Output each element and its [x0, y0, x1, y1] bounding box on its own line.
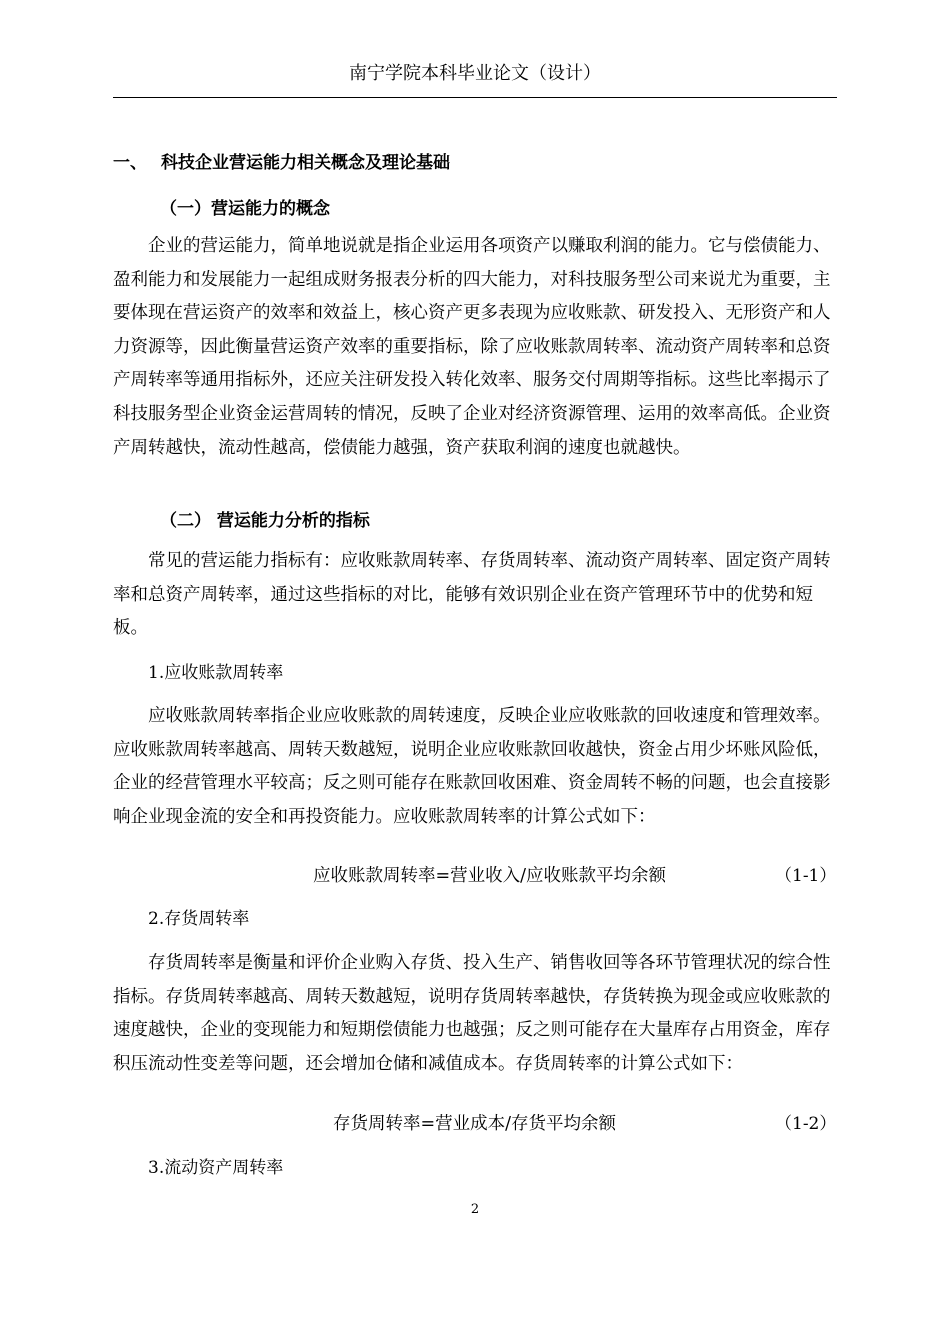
- paragraph-receivables-turnover: 应收账款周转率指企业应收账款的周转速度，反映企业应收账款的回收速度和管理效率。应收账款周转率越高、周转天数越短，说明企业应收账款回收越快，资金占用少坏账风险低，企业的经营管理水平较高；反之则可能存在账款回收困难、资金周转不畅的问题，也会直接影响企业现金流的安全和再投资能力。应收账款周转率的计算公式如下：: [113, 706, 831, 827]
- formula-receivables-turnover: 应收账款周转率=营业收入/应收账款平均余额: [313, 866, 667, 886]
- paragraph-inventory-turnover: 存货周转率是衡量和评价企业购入存货、投入生产、销售收回等各环节管理状况的综合性指标。存货周转率越高、周转天数越短，说明存货周转率越快，存货转换为现金或应收账款的速度越快，企业的变现能力和短期偿债能力也越强；反之则可能存在大量库存占用资金，库存积压流动性变差等问题，还会增加仓储和减值成本。存货周转率的计算公式如下：: [113, 953, 831, 1074]
- page-header-title: 南宁学院本科毕业论文（设计）: [349, 63, 601, 84]
- formula-number-1: （1-1）: [775, 866, 837, 886]
- item-title-inventory-turnover: 2.存货周转率: [148, 909, 250, 929]
- section-number: 一、: [113, 153, 147, 173]
- item-title-receivables-turnover: 1.应收账款周转率: [148, 663, 284, 683]
- formula-inventory-turnover: 存货周转率=营业成本/存货平均余额: [333, 1114, 617, 1134]
- section-heading: [113, 148, 450, 178]
- page-number: 2: [470, 1202, 480, 1217]
- item-title-current-assets-turnover: 3.流动资产周转率: [148, 1158, 284, 1178]
- paragraph-indicators: 常见的营运能力指标有：应收账款周转率、存货周转率、流动资产周转率、固定资产周转率和总资产周转率，通过这些指标的对比，能够有效识别企业在资产管理环节中的优势和短板。: [113, 551, 831, 639]
- paragraph-operating-capacity-concept: 企业的营运能力，简单地说就是指企业运用各项资产以赚取利润的能力。它与偿债能力、盈利能力和发展能力一起组成财务报表分析的四大能力，对科技服务型公司来说尤为重要，主要体现在营运资产的效率和效益上，核心资产更多表现为应收账款、研发投入、无形资产和人力资源等，因此衡量营运资产效率的重要指标，除了应收账款周转率、流动资产周转率和总资产周转率等通用指标外，还应关注研发投入转化效率、服务交付周期等指标。这些比率揭示了科技服务型企业资金运营周转的情况，反映了企业对经济资源管理、运用的效率高低。企业资产周转越快，流动性越高，偿债能力越强，资产获取利润的速度也就越快。: [113, 236, 831, 458]
- header-divider: [113, 97, 837, 98]
- section-title: 科技企业营运能力相关概念及理论基础: [161, 153, 450, 173]
- subsection-heading-2: （二） 营运能力分析的指标: [160, 511, 370, 531]
- formula-number-2: （1-2）: [775, 1114, 837, 1134]
- subsection-heading-1: （一）营运能力的概念: [160, 199, 330, 219]
